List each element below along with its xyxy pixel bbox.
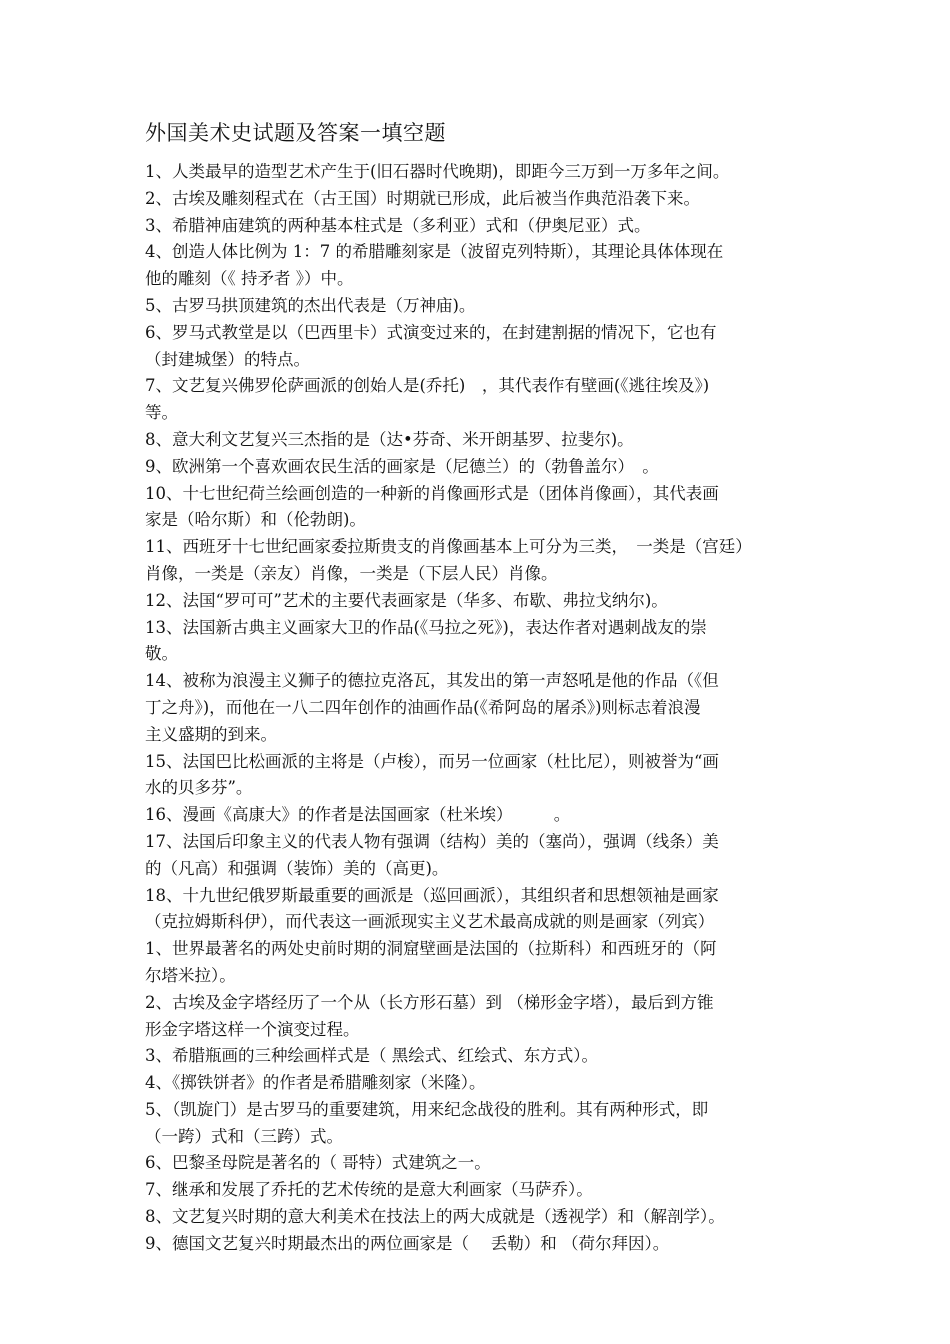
text-line: 水的贝多芬”。 bbox=[145, 778, 253, 798]
text-line: 8、文艺复兴时期的意大利美术在技法上的两大成就是（透视学）和（解剖学）。 bbox=[145, 1207, 725, 1227]
text-line: 3、希腊神庙建筑的两种基本柱式是（多利亚）式和（伊奥尼亚）式。 bbox=[145, 215, 651, 235]
text-line: 5、古罗马拱顶建筑的杰出代表是（万神庙)。 bbox=[145, 295, 476, 315]
text-line: 的（凡高）和强调（装饰）美的（高更)。 bbox=[145, 858, 449, 878]
text-line: 肖像，一类是（亲友）肖像，一类是（下层人民）肖像。 bbox=[145, 563, 558, 583]
text-line: 18、十九世纪俄罗斯最重要的画派是（巡回画派），其组织者和思想领袖是画家 bbox=[145, 885, 719, 905]
text-line: 敬。 bbox=[145, 644, 178, 664]
text-line: （克拉姆斯科伊），而代表这一画派现实主义艺术最高成就的则是画家（列宾） bbox=[145, 912, 715, 932]
text-line: 14、被称为浪漫主义狮子的德拉克洛瓦，其发出的第一声怒吼是他的作品（《但 bbox=[145, 671, 719, 691]
text-line: 4、《掷铁饼者》的作者是希腊雕刻家（米隆）。 bbox=[145, 1073, 486, 1093]
text-line: 13、法国新古典主义画家大卫的作品(《马拉之死》)，表达作者对遇刺战友的崇 bbox=[145, 617, 707, 637]
document-body bbox=[145, 159, 813, 1258]
text-line: 2、古埃及雕刻程式在（古王国）时期就已形成，此后被当作典范沿袭下来。 bbox=[145, 188, 700, 208]
text-line: 10、十七世纪荷兰绘画创造的一种新的肖像画形式是（团体肖像画），其代表画 bbox=[145, 483, 719, 503]
text-line: 7、文艺复兴佛罗伦萨画派的创始人是(乔托) ，其代表作有壁画(《逃往埃及》) bbox=[145, 376, 710, 396]
text-line: 尔塔米拉）。 bbox=[145, 965, 236, 985]
text-line: 11、西班牙十七世纪画家委拉斯贵支的肖像画基本上可分为三类， 一类是（宫廷） bbox=[145, 537, 752, 557]
text-line: 1、人类最早的造型艺术产生于(旧石器时代晚期)，即距今三万到一万多年之间。 bbox=[145, 162, 730, 181]
text-line: 12、法国“罗可可”艺术的主要代表画家是（华多、布歇、弗拉戈纳尔)。 bbox=[145, 590, 668, 610]
text-line: 他的雕刻（《 持矛者 》）中。 bbox=[145, 269, 354, 289]
text-line: 15、法国巴比松画派的主将是（卢梭），而另一位画家（杜比尼），则被誉为“画 bbox=[145, 751, 719, 771]
text-line: 16、漫画《高康大》的作者是法国画家（杜米埃） 。 bbox=[145, 805, 571, 825]
text-line: 8、意大利文艺复兴三杰指的是（达•芬奇、米开朗基罗、拉斐尔)。 bbox=[145, 429, 634, 449]
text-line: 3、希腊瓶画的三种绘画样式是（ 黑绘式、红绘式、东方式）。 bbox=[145, 1046, 598, 1066]
text-line: 17、法国后印象主义的代表人物有强调（结构）美的（塞尚），强调（线条）美 bbox=[145, 831, 719, 851]
text-line: 2、古埃及金字塔经历了一个从（长方形石墓）到 （梯形金字塔），最后到方锥 bbox=[145, 992, 714, 1012]
text-line: 丁之舟》)，而他在一八二四年创作的油画作品(《希阿岛的屠杀》)则标志着浪漫 bbox=[145, 697, 701, 717]
text-line: （封建城堡）的特点。 bbox=[145, 349, 310, 369]
text-line: 形金字塔这样一个演变过程。 bbox=[145, 1019, 360, 1039]
text-line: 家是（哈尔斯）和（伦勃朗)。 bbox=[145, 510, 366, 530]
text-line: 4、创造人体比例为 1：7 的希腊雕刻家是（波留克列特斯），其理论具体体现在 bbox=[145, 242, 724, 262]
document-title: 外国美术史试题及答案一填空题 bbox=[145, 121, 446, 145]
text-line: 6、巴黎圣母院是著名的（ 哥特）式建筑之一。 bbox=[145, 1153, 491, 1173]
text-line: 1、世界最著名的两处史前时期的洞窟壁画是法国的（拉斯科）和西班牙的（阿 bbox=[145, 939, 717, 959]
text-line: （一跨）式和（三跨）式。 bbox=[145, 1126, 343, 1146]
text-line: 7、继承和发展了乔托的艺术传统的是意大利画家（马萨乔）。 bbox=[145, 1180, 593, 1200]
text-line: 9、欧洲第一个喜欢画农民生活的画家是（尼德兰）的（勃鲁盖尔） 。 bbox=[145, 456, 659, 476]
text-line: 9、德国文艺复兴时期最杰出的两位画家是（ 丢勒）和 （荷尔拜因）。 bbox=[145, 1233, 670, 1253]
text-line: 6、罗马式教堂是以（巴西里卡）式演变过来的，在封建割据的情况下，它也有 bbox=[145, 322, 717, 342]
text-line: 等。 bbox=[145, 403, 178, 423]
text-line: 主义盛期的到来。 bbox=[145, 724, 277, 744]
text-line: 5、（凯旋门）是古罗马的重要建筑，用来纪念战役的胜利。其有两种形式，即 bbox=[145, 1099, 709, 1119]
